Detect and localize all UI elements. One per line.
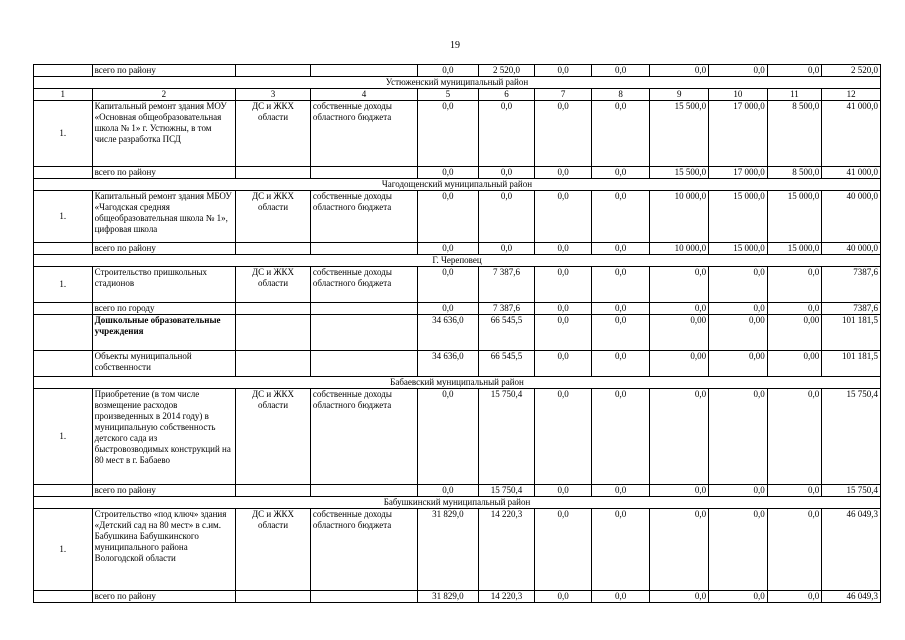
total-value: 0,0 bbox=[535, 167, 592, 179]
total-value: 2 520,0 bbox=[822, 65, 881, 77]
item-value: 15 500,0 bbox=[650, 101, 709, 167]
empty-cell bbox=[34, 351, 93, 377]
funding-source: собственные доходы областного бюджета bbox=[310, 191, 417, 243]
item-value: 7387,6 bbox=[822, 267, 881, 303]
item-value: 15 750,4 bbox=[822, 389, 881, 485]
item-value: 0,0 bbox=[535, 389, 592, 485]
item-value: 0,0 bbox=[767, 509, 822, 591]
page-number: 19 bbox=[450, 40, 460, 51]
section-title: Г. Череповец bbox=[34, 255, 881, 267]
item-value: 8 500,0 bbox=[767, 101, 822, 167]
group-row bbox=[34, 351, 881, 377]
column-number: 12 bbox=[822, 89, 881, 101]
empty-cell bbox=[236, 65, 311, 77]
total-value: 0,0 bbox=[591, 65, 650, 77]
column-number: 1 bbox=[34, 89, 93, 101]
total-value: 10 000,0 bbox=[650, 243, 709, 255]
group-value: 66 545,5 bbox=[478, 315, 535, 351]
group-value: 0,00 bbox=[709, 315, 768, 351]
item-value: 0,0 bbox=[535, 191, 592, 243]
group-value: 34 636,0 bbox=[418, 315, 479, 351]
total-value: 7 387,6 bbox=[478, 303, 535, 315]
empty-cell bbox=[236, 243, 311, 255]
total-value: 0,0 bbox=[418, 65, 479, 77]
item-value: 0,0 bbox=[709, 509, 768, 591]
total-value: 0,0 bbox=[767, 485, 822, 497]
item-row bbox=[34, 267, 881, 303]
item-value: 0,0 bbox=[535, 267, 592, 303]
item-value: 0,0 bbox=[418, 267, 479, 303]
item-value: 0,0 bbox=[650, 389, 709, 485]
item-value: 0,0 bbox=[591, 509, 650, 591]
empty-cell bbox=[310, 485, 417, 497]
column-number-row bbox=[34, 89, 881, 101]
section-header-row bbox=[34, 179, 881, 191]
item-value: 40 000,0 bbox=[822, 191, 881, 243]
item-value: 0,0 bbox=[478, 101, 535, 167]
total-value: 0,0 bbox=[650, 65, 709, 77]
item-value: 10 000,0 bbox=[650, 191, 709, 243]
section-title: Бабаевский муниципальный район bbox=[34, 377, 881, 389]
item-value: 31 829,0 bbox=[418, 509, 479, 591]
group-value: 0,0 bbox=[535, 315, 592, 351]
responsible-org: ДС и ЖКХ области bbox=[236, 191, 311, 243]
total-value: 0,0 bbox=[591, 485, 650, 497]
column-number: 10 bbox=[709, 89, 768, 101]
section-title: Чагодощенский муниципальный район bbox=[34, 179, 881, 191]
item-value: 0,0 bbox=[418, 101, 479, 167]
total-value: 0,0 bbox=[535, 485, 592, 497]
total-value: 0,0 bbox=[535, 243, 592, 255]
total-row bbox=[34, 591, 881, 603]
total-value: 40 000,0 bbox=[822, 243, 881, 255]
total-value: 0,0 bbox=[709, 485, 768, 497]
item-value: 15 000,0 bbox=[709, 191, 768, 243]
group-value: 34 636,0 bbox=[418, 351, 479, 377]
total-row bbox=[34, 303, 881, 315]
item-value: 15 750,4 bbox=[478, 389, 535, 485]
item-value: 0,0 bbox=[767, 267, 822, 303]
total-value: 15 750,4 bbox=[478, 485, 535, 497]
item-value: 41 000,0 bbox=[822, 101, 881, 167]
total-value: 0,0 bbox=[709, 65, 768, 77]
item-number: 1. bbox=[34, 191, 93, 243]
column-number: 6 bbox=[478, 89, 535, 101]
column-number: 9 bbox=[650, 89, 709, 101]
total-value: 14 220,3 bbox=[478, 591, 535, 603]
total-label: всего по району bbox=[92, 591, 236, 603]
total-value: 0,0 bbox=[767, 303, 822, 315]
total-value: 0,0 bbox=[650, 591, 709, 603]
section-header-row bbox=[34, 77, 881, 89]
item-value: 46 049,3 bbox=[822, 509, 881, 591]
empty-cell bbox=[236, 351, 311, 377]
empty-cell bbox=[310, 315, 417, 351]
group-value: 101 181,5 bbox=[822, 315, 881, 351]
empty-cell bbox=[236, 591, 311, 603]
section-header-row bbox=[34, 255, 881, 267]
column-number: 5 bbox=[418, 89, 479, 101]
empty-cell bbox=[236, 303, 311, 315]
item-name: Приобретение (в том числе возмещение расходов произведенных в 2014 году) в муниципальную собственность детского сада из быстровозводимых конструкций на 80 мест в г. Бабаево bbox=[92, 389, 236, 485]
item-number: 1. bbox=[34, 509, 93, 591]
funding-source: собственные доходы областного бюджета bbox=[310, 509, 417, 591]
total-value: 0,0 bbox=[591, 167, 650, 179]
total-value: 8 500,0 bbox=[767, 167, 822, 179]
column-number: 11 bbox=[767, 89, 822, 101]
item-name: Капитальный ремонт здания МБОУ «Чагодская средняя общеобразовательная школа № 1», цифровая школа bbox=[92, 191, 236, 243]
funding-source: собственные доходы областного бюджета bbox=[310, 389, 417, 485]
item-value: 15 000,0 bbox=[767, 191, 822, 243]
total-label: всего по району bbox=[92, 167, 236, 179]
item-value: 0,0 bbox=[591, 267, 650, 303]
item-value: 0,0 bbox=[418, 191, 479, 243]
total-value: 0,0 bbox=[767, 65, 822, 77]
item-row bbox=[34, 509, 881, 591]
total-value: 15 500,0 bbox=[650, 167, 709, 179]
item-value: 0,0 bbox=[418, 389, 479, 485]
total-value: 2 520,0 bbox=[478, 65, 535, 77]
total-row bbox=[34, 243, 881, 255]
item-name: Капитальный ремонт здания МОУ «Основная общеобразовательная школа № 1» г. Устюжны, в том числе разработка ПСД bbox=[92, 101, 236, 167]
item-number: 1. bbox=[34, 389, 93, 485]
funding-source: собственные доходы областного бюджета bbox=[310, 267, 417, 303]
responsible-org: ДС и ЖКХ области bbox=[236, 101, 311, 167]
total-value: 0,0 bbox=[478, 167, 535, 179]
total-value: 0,0 bbox=[591, 243, 650, 255]
section-header-row bbox=[34, 377, 881, 389]
total-label: всего по району bbox=[92, 65, 236, 77]
item-value: 0,0 bbox=[591, 389, 650, 485]
item-name: Строительство пришкольных стадионов bbox=[92, 267, 236, 303]
total-label: всего по району bbox=[92, 243, 236, 255]
empty-cell bbox=[310, 351, 417, 377]
empty-cell bbox=[34, 243, 93, 255]
total-label: всего по городу bbox=[92, 303, 236, 315]
group-value: 0,0 bbox=[591, 351, 650, 377]
item-value: 0,0 bbox=[650, 509, 709, 591]
total-value: 31 829,0 bbox=[418, 591, 479, 603]
item-value: 0,0 bbox=[535, 509, 592, 591]
empty-cell bbox=[310, 243, 417, 255]
empty-cell bbox=[34, 167, 93, 179]
total-value: 41 000,0 bbox=[822, 167, 881, 179]
group-value: 0,0 bbox=[535, 351, 592, 377]
total-value: 0,0 bbox=[591, 303, 650, 315]
empty-cell bbox=[34, 303, 93, 315]
total-value: 0,0 bbox=[591, 591, 650, 603]
group-value: 66 545,5 bbox=[478, 351, 535, 377]
section-title: Бабушкинский муниципальный район bbox=[34, 497, 881, 509]
total-value: 46 049,3 bbox=[822, 591, 881, 603]
section-header-row bbox=[34, 497, 881, 509]
group-row bbox=[34, 315, 881, 351]
total-value: 0,0 bbox=[478, 243, 535, 255]
group-value: 0,0 bbox=[591, 315, 650, 351]
total-value: 0,0 bbox=[535, 65, 592, 77]
item-value: 14 220,3 bbox=[478, 509, 535, 591]
empty-cell bbox=[34, 485, 93, 497]
item-number: 1. bbox=[34, 267, 93, 303]
total-value: 0,0 bbox=[650, 485, 709, 497]
empty-cell bbox=[236, 167, 311, 179]
column-number: 8 bbox=[591, 89, 650, 101]
item-row bbox=[34, 191, 881, 243]
item-value: 0,0 bbox=[591, 101, 650, 167]
total-value: 0,0 bbox=[418, 167, 479, 179]
group-value: 0,00 bbox=[767, 315, 822, 351]
empty-cell bbox=[34, 65, 93, 77]
total-label: всего по району bbox=[92, 485, 236, 497]
column-number: 7 bbox=[535, 89, 592, 101]
total-value: 0,0 bbox=[709, 303, 768, 315]
total-value: 15 000,0 bbox=[709, 243, 768, 255]
total-value: 7387,6 bbox=[822, 303, 881, 315]
column-number: 3 bbox=[236, 89, 311, 101]
item-value: 0,0 bbox=[591, 191, 650, 243]
total-value: 0,0 bbox=[650, 303, 709, 315]
column-number: 2 bbox=[92, 89, 236, 101]
empty-cell bbox=[310, 591, 417, 603]
empty-cell bbox=[310, 167, 417, 179]
section-title: Устюженский муниципальный район bbox=[34, 77, 881, 89]
group-value: 0,00 bbox=[650, 315, 709, 351]
item-value: 0,0 bbox=[709, 389, 768, 485]
item-value: 0,0 bbox=[709, 267, 768, 303]
empty-cell bbox=[236, 485, 311, 497]
item-name: Строительство «под ключ» здания «Детский сад на 80 мест» в с.им. Бабушкина Бабушкинского муниципального района Вологодской области bbox=[92, 509, 236, 591]
column-number: 4 bbox=[310, 89, 417, 101]
total-value: 0,0 bbox=[418, 243, 479, 255]
total-value: 0,0 bbox=[418, 303, 479, 315]
group-value: 0,00 bbox=[709, 351, 768, 377]
empty-cell bbox=[236, 315, 311, 351]
empty-cell bbox=[34, 591, 93, 603]
total-value: 0,0 bbox=[535, 303, 592, 315]
group-value: 0,00 bbox=[767, 351, 822, 377]
item-value: 0,0 bbox=[535, 101, 592, 167]
total-value: 15 000,0 bbox=[767, 243, 822, 255]
responsible-org: ДС и ЖКХ области bbox=[236, 267, 311, 303]
total-value: 17 000,0 bbox=[709, 167, 768, 179]
item-value: 0,0 bbox=[478, 191, 535, 243]
total-value: 15 750,4 bbox=[822, 485, 881, 497]
total-value: 0,0 bbox=[418, 485, 479, 497]
empty-cell bbox=[34, 315, 93, 351]
total-value: 0,0 bbox=[535, 591, 592, 603]
item-value: 7 387,6 bbox=[478, 267, 535, 303]
responsible-org: ДС и ЖКХ области bbox=[236, 509, 311, 591]
item-row bbox=[34, 389, 881, 485]
item-number: 1. bbox=[34, 101, 93, 167]
item-value: 0,0 bbox=[767, 389, 822, 485]
responsible-org: ДС и ЖКХ области bbox=[236, 389, 311, 485]
item-value: 17 000,0 bbox=[709, 101, 768, 167]
total-value: 0,0 bbox=[767, 591, 822, 603]
empty-cell bbox=[310, 303, 417, 315]
group-label: Объекты муниципальной собственности bbox=[92, 351, 236, 377]
empty-cell bbox=[310, 65, 417, 77]
funding-source: собственные доходы областного бюджета bbox=[310, 101, 417, 167]
total-row bbox=[34, 65, 881, 77]
item-row bbox=[34, 101, 881, 167]
total-value: 0,0 bbox=[709, 591, 768, 603]
group-value: 0,00 bbox=[650, 351, 709, 377]
budget-table bbox=[33, 64, 881, 603]
item-value: 0,0 bbox=[650, 267, 709, 303]
group-value: 101 181,5 bbox=[822, 351, 881, 377]
total-row bbox=[34, 167, 881, 179]
total-row bbox=[34, 485, 881, 497]
group-label: Дошкольные образовательные учреждения bbox=[92, 315, 236, 351]
